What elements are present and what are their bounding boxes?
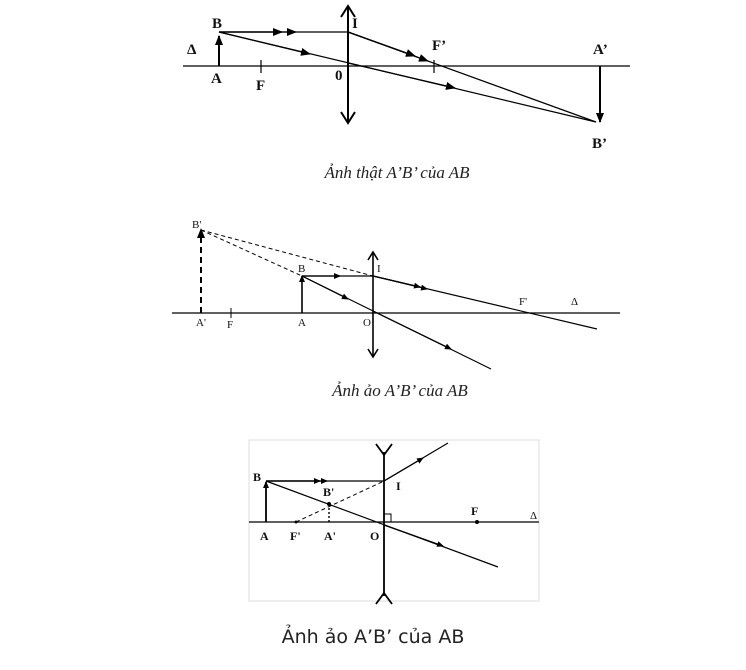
- caption-1: Ảnh thật A’B’ của AB: [324, 163, 470, 182]
- label-i: I: [377, 263, 381, 275]
- label-f-prime: F': [290, 529, 301, 543]
- label-b: B: [298, 263, 306, 275]
- label-i: I: [352, 16, 358, 32]
- label-f: F: [471, 504, 479, 518]
- label-a: A: [260, 529, 269, 543]
- focus-f-point: [475, 520, 479, 524]
- label-f-prime: F': [519, 296, 528, 308]
- label-a: A: [211, 71, 222, 87]
- label-b-prime: B’: [592, 136, 607, 152]
- figure-3-diverging-lens: [249, 440, 539, 604]
- label-f: F: [227, 319, 234, 331]
- label-delta: Δ: [571, 296, 579, 308]
- label-a-prime: A': [196, 317, 206, 329]
- figure-1-real-image: [183, 6, 630, 182]
- label-b: B: [253, 470, 262, 484]
- label-a: A: [298, 317, 306, 329]
- label-a-prime: A': [324, 529, 336, 543]
- label-o: 0: [335, 68, 343, 84]
- ray-through-center: [219, 32, 596, 122]
- label-delta: Δ: [530, 510, 538, 522]
- label-delta: Δ: [187, 42, 197, 58]
- caption-2: Ảnh ảo A’B’ của AB: [332, 381, 468, 400]
- label-a-prime: A’: [593, 42, 608, 58]
- caption-3: Ảnh ảo A’B’ của AB: [281, 626, 465, 648]
- label-b-prime: B': [323, 485, 335, 499]
- label-o: O: [370, 529, 380, 543]
- ray-extension-dashed: [201, 230, 302, 276]
- label-f: F: [256, 78, 266, 94]
- label-f-prime: F’: [432, 38, 447, 54]
- label-b: B: [212, 16, 223, 32]
- ray-parallel: [302, 276, 597, 329]
- figure-2-virtual-image: [172, 219, 620, 400]
- ray-through-center: [302, 276, 491, 369]
- label-o: O: [363, 317, 371, 329]
- label-i: I: [396, 479, 401, 493]
- label-b-prime: B': [192, 219, 202, 231]
- figure-frame: [249, 440, 539, 601]
